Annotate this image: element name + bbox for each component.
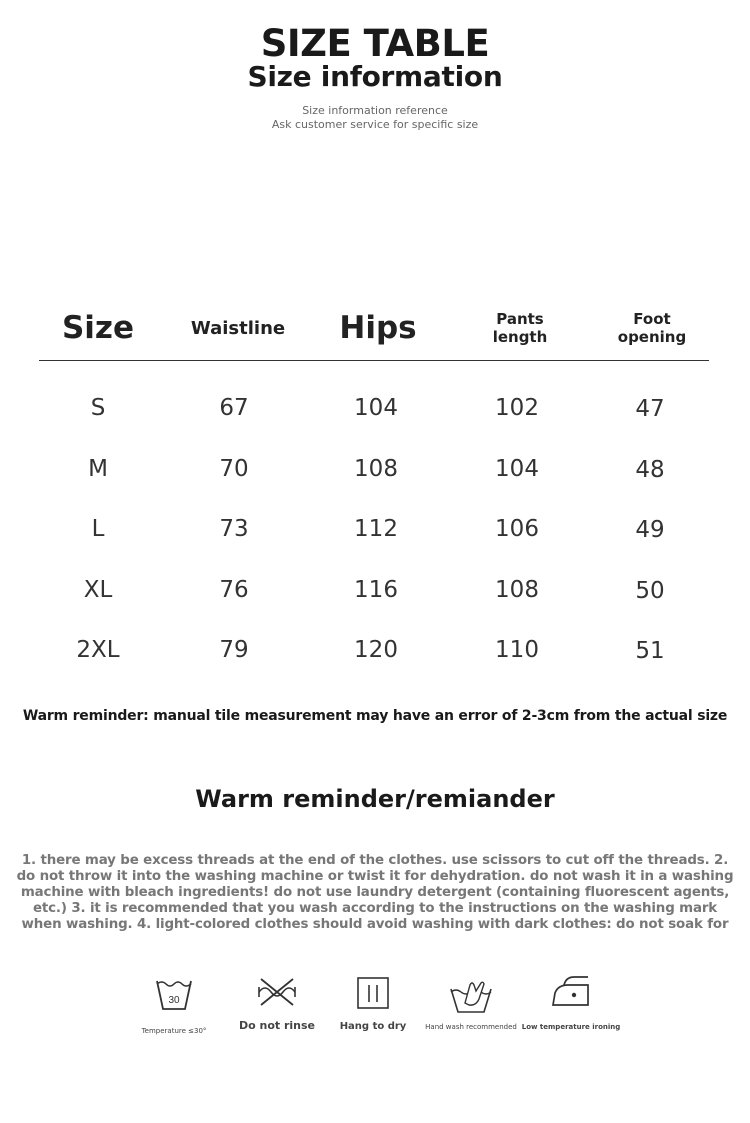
care-label-temperature: Temperature ≤30° (141, 1027, 207, 1035)
table-cell-hips: 116 (354, 577, 398, 603)
care-instructions-paragraph: 1. there may be excess threads at the end of the clothes. use scissors to cut off the threads. 2. do not throw it into the washing machine or twist it for dehydration. do not wash it in a washing machine with bleach ingredients! do not use laundry detergent (containing fluorescent agents, etc.) 3. it is recommended that you wash according to the instructions on the washing mark when washing. 4. light-colored clothes should avoid washing with dark clothes: do not soak for (16, 853, 734, 932)
column-header-waistline: Waistline (190, 317, 286, 339)
column-header-size: Size (61, 310, 135, 346)
wash-tub-30-icon (154, 975, 194, 1013)
page-subtitle: Size information (247, 60, 503, 93)
table-cell-hips: 104 (354, 395, 398, 421)
care-item-low-iron (511, 975, 631, 1031)
table-cell-waistline: 73 (219, 516, 249, 542)
column-header-pants-length: Pants length (492, 310, 548, 346)
table-cell-waistline: 70 (219, 456, 249, 482)
care-label-hang-to-dry: Hang to dry (339, 1021, 407, 1032)
care-label-do-not-rinse: Do not rinse (238, 1019, 316, 1032)
care-label-low-temperature-ironing: Low temperature ironing (521, 1023, 621, 1031)
table-cell-pants-length: 104 (495, 456, 539, 482)
table-cell-foot-opening: 50 (635, 578, 665, 604)
table-cell-pants-length: 102 (495, 395, 539, 421)
table-cell-pants-length: 110 (495, 637, 539, 663)
table-cell-foot-opening: 51 (635, 638, 665, 664)
table-cell-size: M (88, 456, 108, 482)
table-divider (39, 360, 709, 361)
table-cell-waistline: 76 (219, 577, 249, 603)
table-cell-size: XL (83, 577, 113, 603)
table-cell-size: S (90, 395, 106, 421)
page-title: SIZE TABLE (260, 22, 490, 65)
wash-temperature-mark: 30 (168, 995, 180, 1006)
table-cell-size: 2XL (76, 637, 120, 663)
measurement-error-note: Warm reminder: manual tile measurement may have an error of 2-3cm from the actual size (22, 708, 728, 724)
table-cell-hips: 112 (354, 516, 398, 542)
table-cell-foot-opening: 48 (635, 457, 665, 483)
table-cell-size: L (91, 516, 105, 542)
table-cell-hips: 108 (354, 456, 398, 482)
table-cell-pants-length: 108 (495, 577, 539, 603)
care-item-wash-30 (114, 975, 234, 1035)
reference-note-line2: Ask customer service for specific size (271, 118, 479, 131)
column-header-hips: Hips (339, 310, 417, 346)
low-iron-icon (550, 975, 592, 1011)
table-cell-foot-opening: 49 (635, 517, 665, 543)
column-header-foot-opening: Foot opening (617, 310, 687, 346)
hang-dry-icon (355, 975, 391, 1011)
hand-wash-icon (448, 975, 494, 1015)
table-cell-waistline: 79 (219, 637, 249, 663)
table-cell-waistline: 67 (219, 395, 249, 421)
warm-reminder-heading: Warm reminder/remiander (195, 785, 555, 813)
do-not-wring-icon (255, 975, 299, 1009)
table-cell-foot-opening: 47 (635, 396, 665, 422)
reference-note-line1: Size information reference (302, 104, 448, 117)
care-label-hand-wash: Hand wash recommended (425, 1023, 517, 1031)
table-cell-pants-length: 106 (495, 516, 539, 542)
table-cell-hips: 120 (354, 637, 398, 663)
